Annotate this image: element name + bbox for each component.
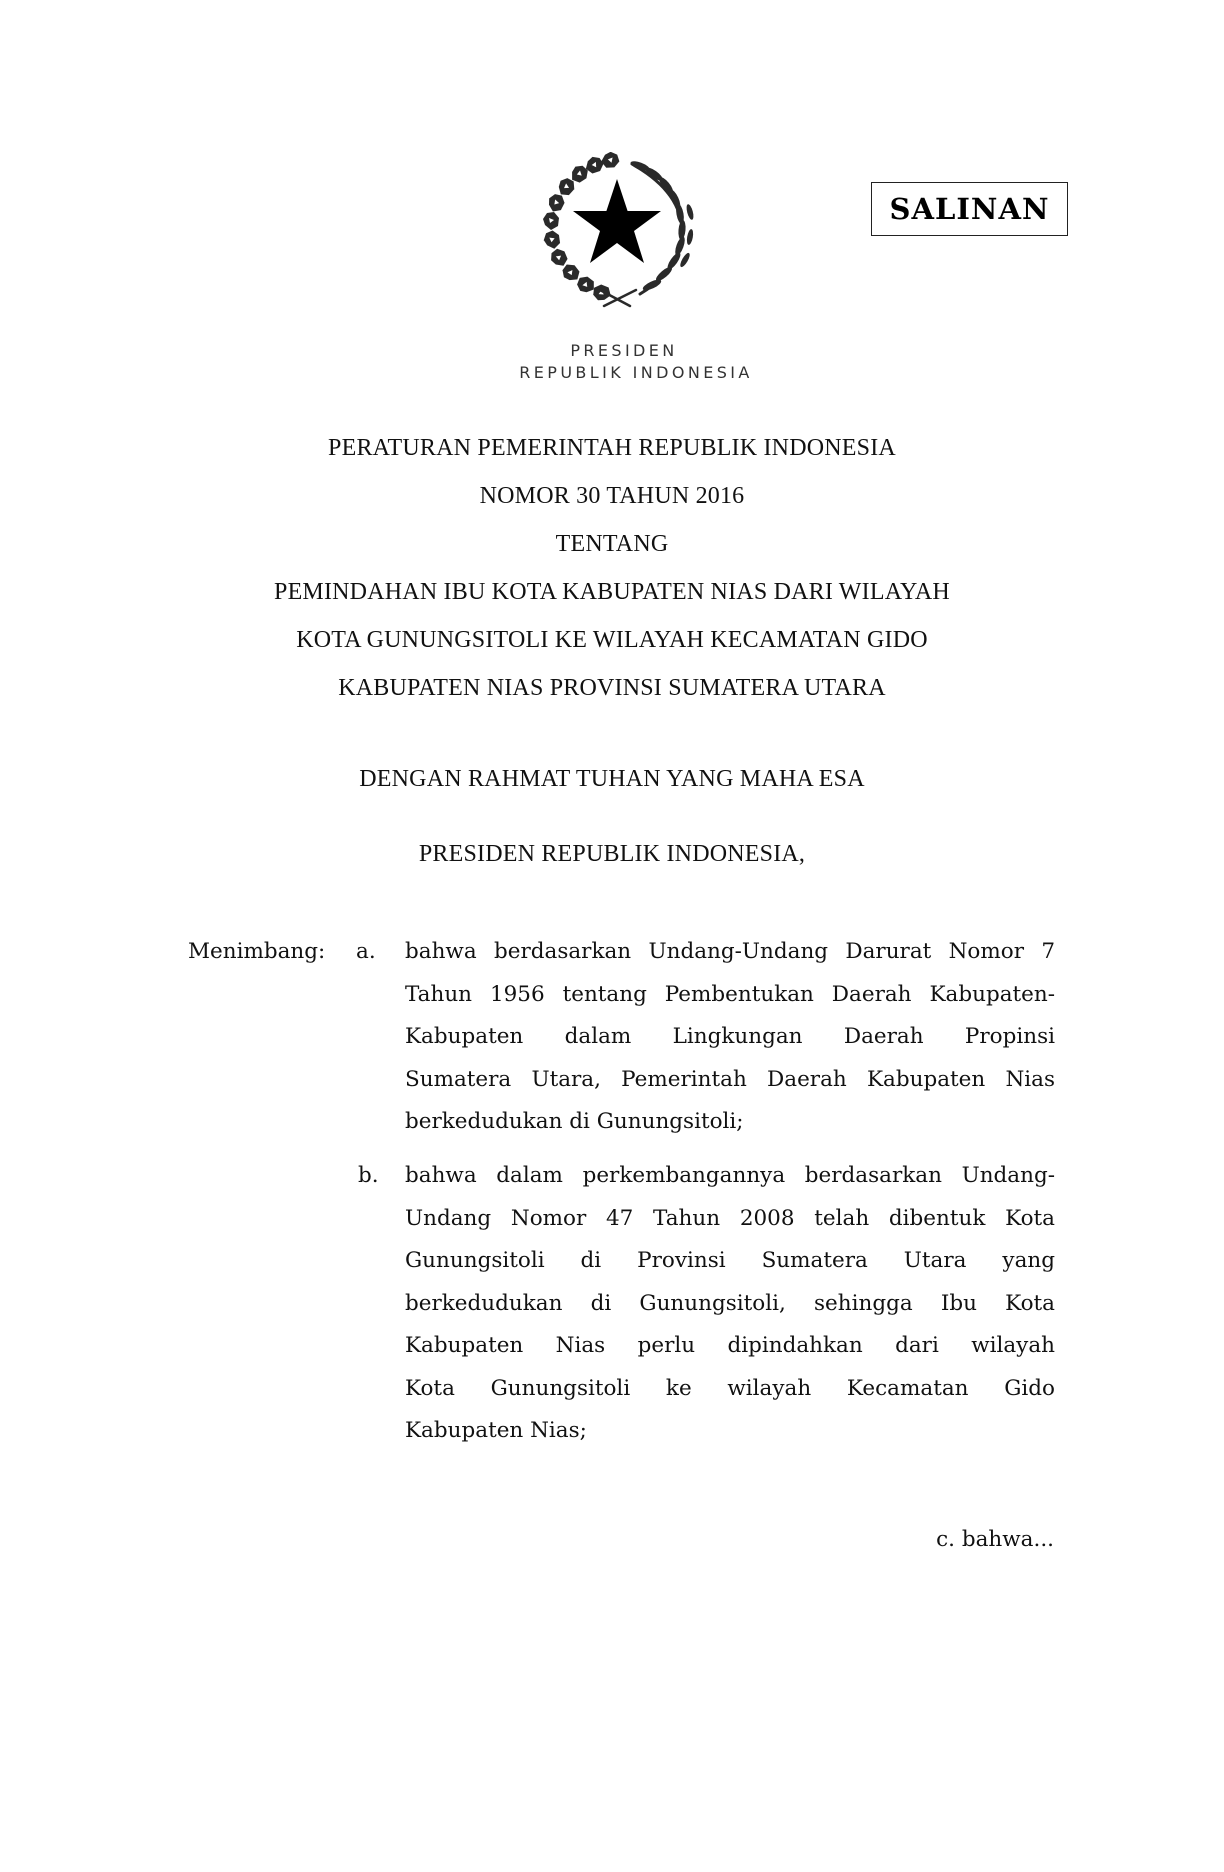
regulation-subject-line-3: KABUPATEN NIAS PROVINSI SUMATERA UTARA [338,675,886,701]
text-line: Kota Gunungsitoli ke wilayah Kecamatan Gido [405,1375,1055,1401]
text-line: Gunungsitoli di Provinsi Sumatera Utara yang [405,1248,1055,1273]
considerations-heading: Menimbang: [188,939,326,964]
regulation-number: NOMOR 30 TAHUN 2016 [479,483,745,509]
text-line: bahwa dalam perkembangannya berdasarkan Undang- [405,1163,1055,1188]
consideration-b-marker: b. [358,1163,379,1188]
text-line: Kabupaten dalam Lingkungan Daerah Propinsi [405,1024,1055,1049]
institution-line-2: REPUBLIK INDONESIA [519,363,753,382]
text-line: berkedudukan di Gunungsitoli; [405,1109,744,1134]
text-line: bahwa berdasarkan Undang-Undang Darurat Nomor 7 [405,939,1055,964]
text-line: Kabupaten Nias; [405,1418,587,1443]
presidential-emblem-icon [532,152,702,308]
salinan-stamp [871,182,1068,236]
consideration-a-marker: a. [356,939,376,964]
consideration-b-text [405,1155,1055,1453]
text-line: Tahun 1956 tentang Pembentukan Daerah Kabupaten- [405,981,1055,1007]
text-line: Kabupaten Nias perlu dipindahkan dari wilayah [405,1333,1055,1358]
regulation-type-title: PERATURAN PEMERINTAH REPUBLIK INDONESIA [328,435,896,461]
consideration-a-text [405,931,1055,1144]
page-continuation: c. bahwa... [936,1527,1054,1552]
text-line: Undang Nomor 47 Tahun 2008 telah dibentuk Kota [405,1205,1055,1231]
institution-line-1: PRESIDEN [570,341,678,360]
text-line: Sumatera Utara, Pemerintah Daerah Kabupaten Nias [405,1066,1055,1092]
enactor: PRESIDEN REPUBLIK INDONESIA, [418,841,806,867]
regulation-subject-line-2: KOTA GUNUNGSITOLI KE WILAYAH KECAMATAN GIDO [296,627,928,653]
text-line: berkedudukan di Gunungsitoli, sehingga Ibu Kota [405,1290,1055,1316]
salinan-label: SALINAN [889,192,1050,226]
invocation: DENGAN RAHMAT TUHAN YANG MAHA ESA [359,766,865,792]
regulation-subject-line-1: PEMINDAHAN IBU KOTA KABUPATEN NIAS DARI WILAYAH [274,579,950,605]
regulation-about-label: TENTANG [555,531,669,557]
